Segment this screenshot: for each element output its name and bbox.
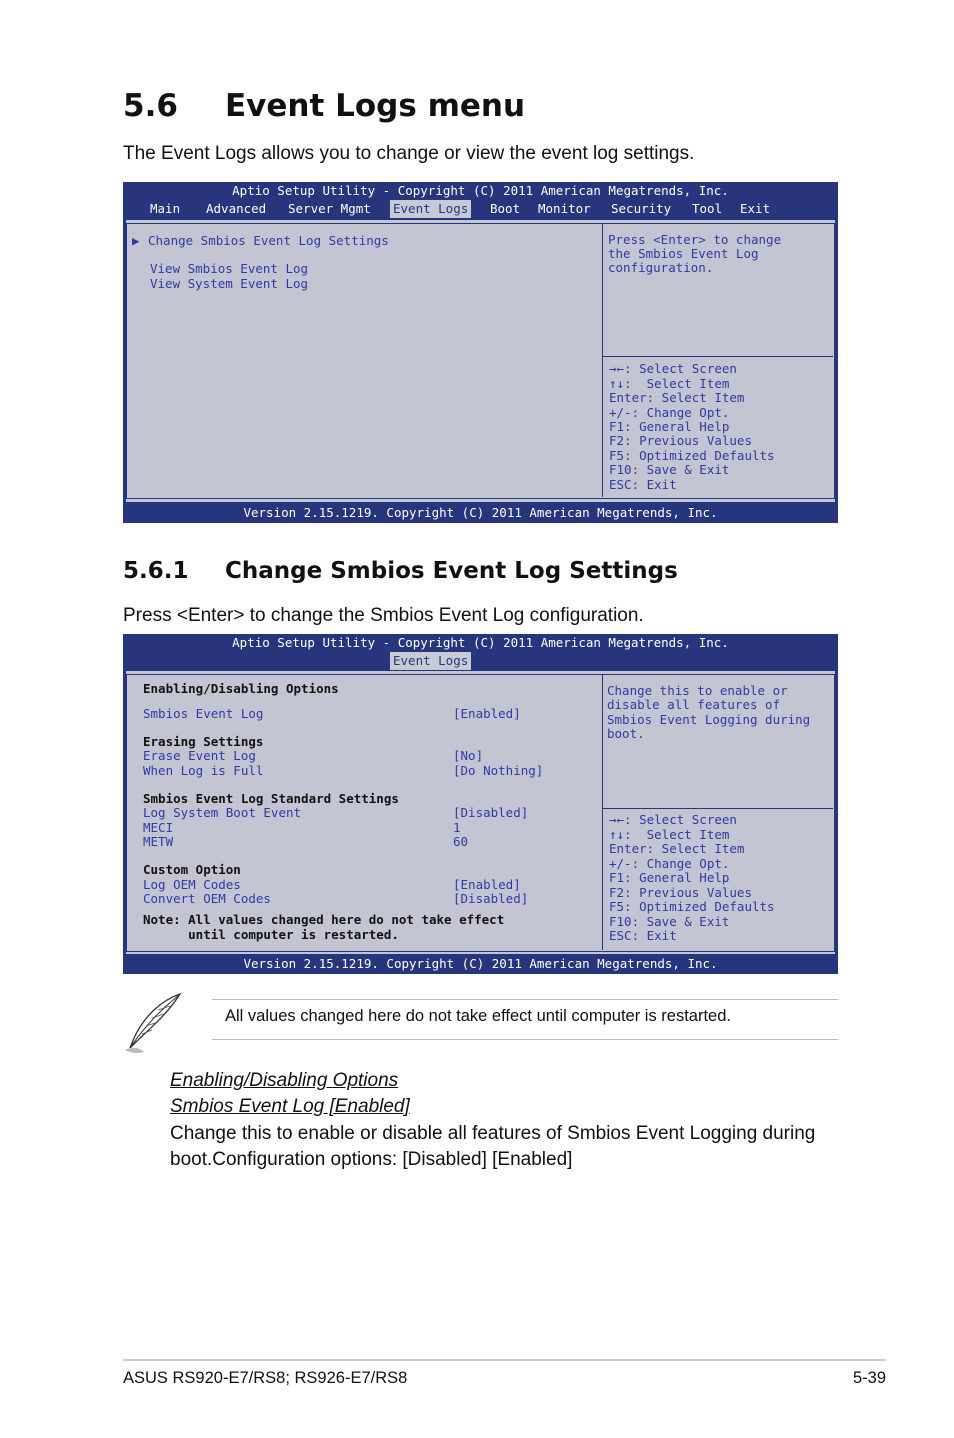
key-hint: ESC: Exit [609, 928, 677, 943]
bios-vertical-divider [602, 224, 603, 497]
key-hint: +/-: Change Opt. [609, 856, 730, 871]
value-smbios-event-log[interactable]: [Enabled] [453, 706, 521, 721]
key-hint: →←: Select Screen [609, 812, 737, 827]
section-number: 5.6 [123, 88, 178, 124]
help-line: the Smbios Event Log [608, 246, 759, 261]
key-hint: Enter: Select Item [609, 390, 745, 405]
menu-event-logs[interactable]: Event Logs [390, 652, 471, 670]
bios-horizontal-divider [603, 808, 833, 809]
bios-screen-smbios [123, 634, 838, 974]
restart-note: until computer is restarted. [143, 927, 399, 942]
menu-monitor[interactable]: Monitor [538, 201, 591, 216]
footer-product: ASUS RS920-E7/RS8; RS926-E7/RS8 [123, 1369, 408, 1387]
menu-boot[interactable]: Boot [490, 201, 521, 216]
note-text: All values changed here do not take effect until computer is restarted. [225, 1007, 731, 1025]
value-erase-event-log[interactable]: [No] [453, 748, 484, 763]
bios-horizontal-divider [603, 356, 833, 357]
desc-item: Smbios Event Log [Enabled] [170, 1096, 410, 1117]
value-meci[interactable]: 1 [453, 820, 461, 835]
key-hint: F2: Previous Values [609, 433, 752, 448]
desc-text: Change this to enable or disable all features of Smbios Event Logging during boot.Configuration options: [Disabled] [Enabled] [170, 1123, 816, 1170]
footer-rule [123, 1359, 886, 1361]
footer-page-number: 5-39 [852, 1369, 886, 1387]
option-meci[interactable]: MECI [143, 820, 174, 835]
bios-title: Aptio Setup Utility - Copyright (C) 2011 American Megatrends, Inc. [232, 183, 729, 198]
note-bottom-rule [212, 1039, 838, 1040]
value-log-boot-event[interactable]: [Disabled] [453, 805, 529, 820]
help-line: disable all features of [607, 697, 781, 712]
subsection-number: 5.6.1 [123, 558, 189, 584]
key-hint: F5: Optimized Defaults [609, 899, 775, 914]
bios-title: Aptio Setup Utility - Copyright (C) 2011 American Megatrends, Inc. [232, 635, 729, 650]
value-convert-oem-codes[interactable]: [Disabled] [453, 891, 529, 906]
selection-arrow-icon: ▶ [132, 233, 140, 248]
option-erase-event-log[interactable]: Erase Event Log [143, 748, 256, 763]
group-heading: Erasing Settings [143, 734, 264, 749]
item-view-system-log[interactable]: View System Event Log [150, 276, 309, 291]
group-heading: Enabling/Disabling Options [143, 681, 339, 696]
bios-footer: Version 2.15.1219. Copyright (C) 2011 American Megatrends, Inc. [243, 956, 718, 971]
key-hint: F1: General Help [609, 870, 730, 885]
menu-tool[interactable]: Tool [692, 201, 723, 216]
bios-vertical-divider [602, 675, 603, 950]
help-line: boot. [607, 726, 645, 741]
bios-footer: Version 2.15.1219. Copyright (C) 2011 American Megatrends, Inc. [243, 505, 718, 520]
section-intro: The Event Logs allows you to change or view the event log settings. [123, 143, 695, 164]
section-title-text: Event Logs menu [225, 88, 526, 124]
item-change-smbios-settings[interactable]: Change Smbios Event Log Settings [148, 233, 389, 248]
menu-advanced[interactable]: Advanced [206, 201, 267, 216]
bios-body [126, 671, 835, 954]
key-hint: F2: Previous Values [609, 885, 752, 900]
item-view-smbios-log[interactable]: View Smbios Event Log [150, 261, 309, 276]
key-hint: →←: Select Screen [609, 361, 737, 376]
value-when-log-full[interactable]: [Do Nothing] [453, 763, 544, 778]
note-top-rule [212, 999, 838, 1000]
key-hint: F1: General Help [609, 419, 730, 434]
help-line: configuration. [608, 260, 714, 275]
menu-main[interactable]: Main [150, 201, 181, 216]
subsection-intro: Press <Enter> to change the Smbios Event Log configuration. [123, 605, 644, 626]
key-hint: ↑↓: Select Item [609, 827, 730, 842]
help-line: Press <Enter> to change [608, 232, 782, 247]
key-hint: +/-: Change Opt. [609, 405, 730, 420]
value-metw[interactable]: 60 [453, 834, 469, 849]
desc-heading: Enabling/Disabling Options [170, 1070, 399, 1091]
key-hint: F10: Save & Exit [609, 914, 730, 929]
bios-body [126, 220, 835, 502]
menu-security[interactable]: Security [611, 201, 672, 216]
subsection-title [123, 558, 678, 584]
bios-menu-bar [123, 200, 838, 218]
help-line: Smbios Event Logging during [607, 712, 811, 727]
subsection-title-text: Change Smbios Event Log Settings [225, 558, 678, 584]
option-smbios-event-log[interactable]: Smbios Event Log [143, 706, 264, 721]
option-when-log-full[interactable]: When Log is Full [143, 763, 264, 778]
bios-menu-bar [123, 652, 838, 670]
menu-exit[interactable]: Exit [740, 201, 771, 216]
option-log-oem-codes[interactable]: Log OEM Codes [143, 877, 241, 892]
key-hint: ↑↓: Select Item [609, 376, 730, 391]
option-convert-oem-codes[interactable]: Convert OEM Codes [143, 891, 271, 906]
value-log-oem-codes[interactable]: [Enabled] [453, 877, 521, 892]
bios-screen-main [123, 182, 838, 523]
key-hint: F10: Save & Exit [609, 462, 730, 477]
menu-server-mgmt[interactable]: Server Mgmt [288, 201, 371, 216]
section-title [123, 88, 525, 124]
option-log-boot-event[interactable]: Log System Boot Event [143, 805, 302, 820]
restart-note: Note: All values changed here do not take effect [143, 912, 505, 927]
key-hint: F5: Optimized Defaults [609, 448, 775, 463]
help-line: Change this to enable or [607, 683, 788, 698]
note-feather-icon [122, 990, 188, 1056]
key-hint: ESC: Exit [609, 477, 677, 492]
group-heading: Custom Option [143, 862, 241, 877]
option-metw[interactable]: METW [143, 834, 174, 849]
menu-event-logs[interactable]: Event Logs [390, 200, 471, 218]
key-hint: Enter: Select Item [609, 841, 745, 856]
group-heading: Smbios Event Log Standard Settings [143, 791, 399, 806]
